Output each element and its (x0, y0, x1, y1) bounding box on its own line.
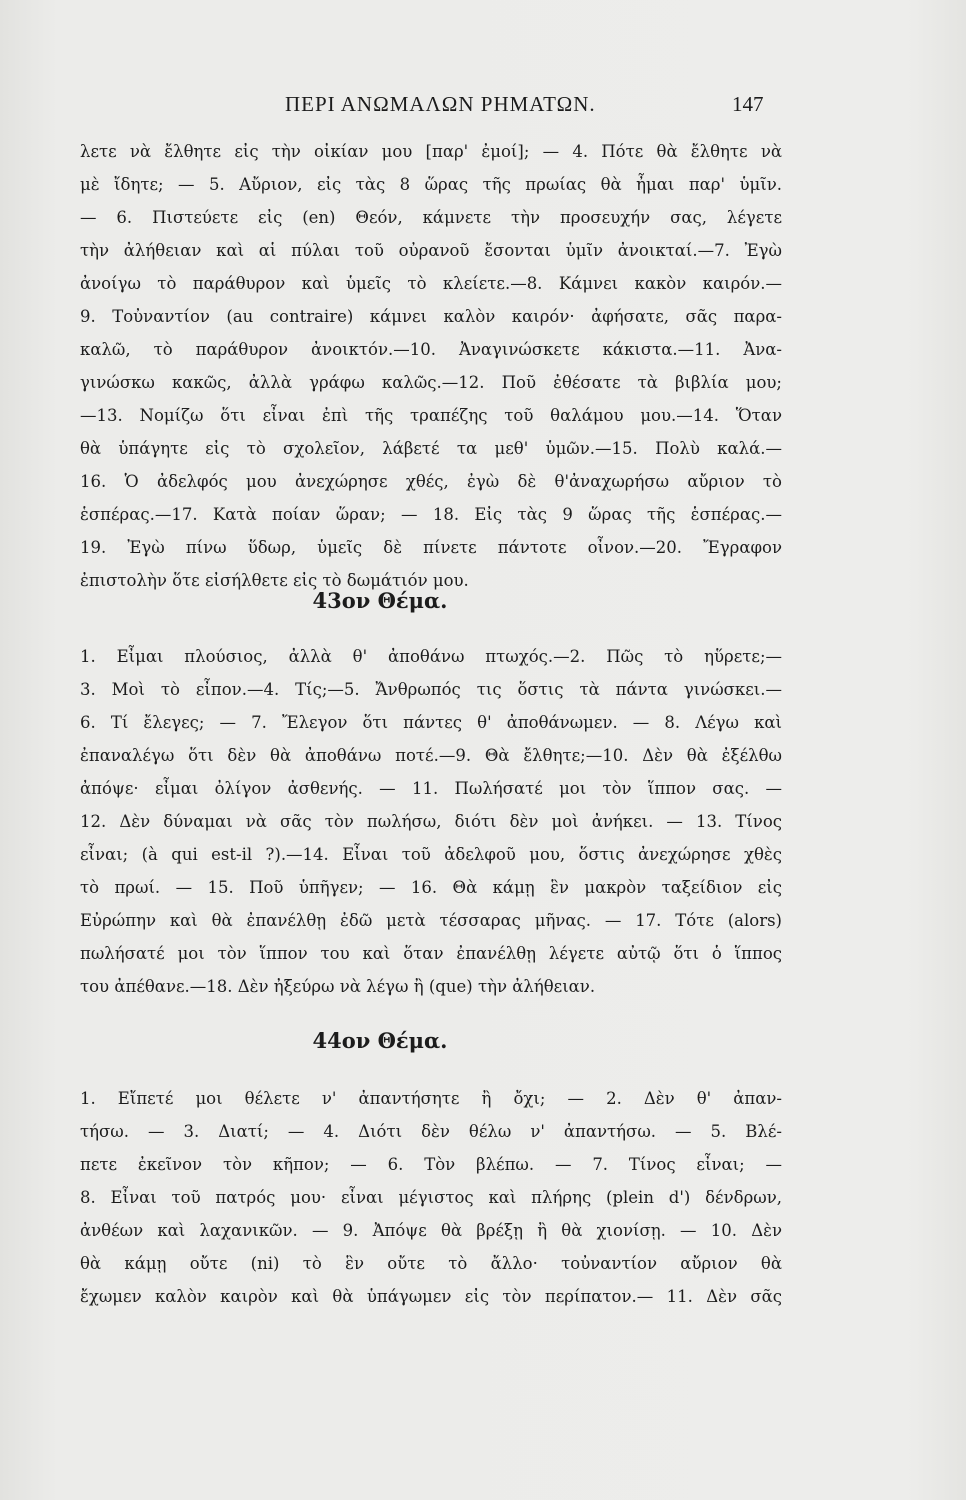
text-line: πωλήσατέ μοι τὸν ἵππον του καὶ ὅταν ἐπανέλθῃ λέγετε αὐτῷ ὅτι ὁ ἵππος (80, 944, 782, 963)
text-line: μὲ ἴδητε; — 5. Αὔριον, εἰς τὰς 8 ὥρας τῆς πρωίας θὰ ἦμαι παρ' ὑμῖν. (80, 175, 782, 194)
text-line: 3. Μοὶ τὸ εἶπον.—4. Τίς;—5. Ἄνθρωπός τις ὅστις τὰ πάντα γινώσκει.— (80, 680, 782, 699)
text-line: 19. Ἐγὼ πίνω ὕδωρ, ὑμεῖς δὲ πίνετε πάντοτε οἶνον.—20. Ἔγραφον (80, 538, 782, 557)
text-line: πετε ἐκεῖνον τὸν κῆπον; — 6. Τὸν βλέπω. — 7. Τίνος εἶναι; — (80, 1155, 782, 1174)
text-line: ἀπόψε· εἶμαι ὀλίγον ἀσθενής. — 11. Πωλήσατέ μοι τὸν ἵππον σας. — (80, 779, 782, 798)
text-line: τὸ πρωί. — 15. Ποῦ ὑπῆγεν; — 16. Θὰ κάμῃ ἓν μακρὸν ταξείδιον εἰς (80, 878, 782, 897)
text-line: θὰ κάμῃ οὔτε (ni) τὸ ἓν οὔτε τὸ ἄλλο· τοὐναντίον αὔριον θὰ (80, 1254, 782, 1273)
text-line: εἶναι; (à qui est-il ?).—14. Εἶναι τοῦ ἀδελφοῦ μου, ὅστις ἀνεχώρησε χθὲς (80, 845, 782, 864)
text-line: ἔχωμεν καλὸν καιρὸν καὶ θὰ ὑπάγωμεν εἰς τὸν περίπατον.— 11. Δὲν σᾶς (80, 1287, 782, 1306)
text-line: καλῶ, τὸ παράθυρον ἀνοικτόν.—10. Ἀναγινώσκετε κάκιστα.—11. Ἀνα- (80, 340, 782, 359)
section-title-44: 44ον Θέμα. (312, 1028, 448, 1053)
text-line: —13. Νομίζω ὅτι εἶναι ἐπὶ τῆς τραπέζης τοῦ θαλάμου μου.—14. Ὅταν (80, 406, 782, 425)
text-line: λετε νὰ ἔλθητε εἰς τὴν οἰκίαν μου [παρ' ἐμοί]; — 4. Πότε θὰ ἔλθητε νὰ (80, 142, 782, 161)
running-title: ΠΕΡΙ ΑΝΩΜΑΛΩΝ ΡΗΜΑΤΩΝ. (285, 92, 596, 116)
text-line: ἀνθέων καὶ λαχανικῶν. — 9. Ἀπόψε θὰ βρέξῃ ἢ θὰ χιονίσῃ. — 10. Δὲν (80, 1221, 782, 1240)
text-line: 12. Δὲν δύναμαι νὰ σᾶς τὸν πωλήσω, διότι δὲν μοὶ ἀνήκει. — 13. Τίνος (80, 812, 782, 831)
text-line: τήσω. — 3. Διατί; — 4. Διότι δὲν θέλω ν' ἀπαντήσω. — 5. Βλέ- (80, 1122, 782, 1141)
text-line: θὰ ὑπάγητε εἰς τὸ σχολεῖον, λάβετέ τα μεθ' ὑμῶν.—15. Πολὺ καλά.— (80, 439, 782, 458)
text-line: τὴν ἀλήθειαν καὶ αἱ πύλαι τοῦ οὐρανοῦ ἔσονται ὑμῖν ἀνοικταί.—7. Ἐγὼ (80, 241, 782, 260)
page-number: 147 (732, 92, 764, 116)
section-title-43: 43ον Θέμα. (312, 588, 448, 613)
text-line: ἐπιστολὴν ὅτε εἰσήλθετε εἰς τὸ δωμάτιόν μου. (80, 571, 469, 590)
text-line: 1. Εἶμαι πλούσιος, ἀλλὰ θ' ἀποθάνω πτωχός.—2. Πῶς τὸ ηὕρετε;— (80, 647, 782, 666)
text-line: του ἀπέθανε.—18. Δὲν ἠξεύρω νὰ λέγω ἢ (que) τὴν ἀλήθειαν. (80, 977, 596, 996)
text-line: 1. Εἴπετέ μοι θέλετε ν' ἀπαντήσητε ἢ ὄχι; — 2. Δὲν θ' ἀπαν- (80, 1089, 782, 1108)
text-line: 8. Εἶναι τοῦ πατρός μου· εἶναι μέγιστος καὶ πλήρης (plein d') δένδρων, (80, 1188, 782, 1207)
text-line: ἑσπέρας.—17. Κατὰ ποίαν ὥραν; — 18. Εἰς τὰς 9 ὥρας τῆς ἑσπέρας.— (80, 505, 782, 524)
text-line: Εὐρώπην καὶ θὰ ἐπανέλθῃ ἐδῶ μετὰ τέσσαρας μῆνας. — 17. Τότε (alors) (80, 911, 782, 930)
text-line: ἀνοίγω τὸ παράθυρον καὶ ὑμεῖς τὸ κλείετε.—8. Κάμνει κακὸν καιρόν.— (80, 274, 782, 293)
exercise-44 (80, 1082, 782, 1313)
text-line: 9. Τοὐναντίον (au contraire) κάμνει καλὸν καιρόν· ἀφήσατε, σᾶς παρα- (80, 307, 782, 326)
text-line: — 6. Πιστεύετε εἰς (en) Θεόν, κάμνετε τὴν προσευχήν σας, λέγετε (80, 208, 782, 227)
running-head (80, 92, 780, 122)
text-line: 6. Τί ἔλεγες; — 7. Ἔλεγον ὅτι πάντες θ' ἀποθάνωμεν. — 8. Λέγω καὶ (80, 713, 782, 732)
text-line: γινώσκω κακῶς, ἀλλὰ γράφω καλῶς.—12. Ποῦ ἐθέσατε τὰ βιβλία μου; (80, 373, 782, 392)
exercise-43 (80, 640, 782, 1003)
text-line: ἐπαναλέγω ὅτι δὲν θὰ ἀποθάνω ποτέ.—9. Θὰ ἔλθητε;—10. Δὲν θὰ ἐξέλθω (80, 746, 782, 765)
text-line: 16. Ὁ ἀδελφός μου ἀνεχώρησε χθές, ἐγὼ δὲ θ'ἀναχωρήσω αὔριον τὸ (80, 472, 782, 491)
exercise-42-continuation (80, 135, 782, 597)
